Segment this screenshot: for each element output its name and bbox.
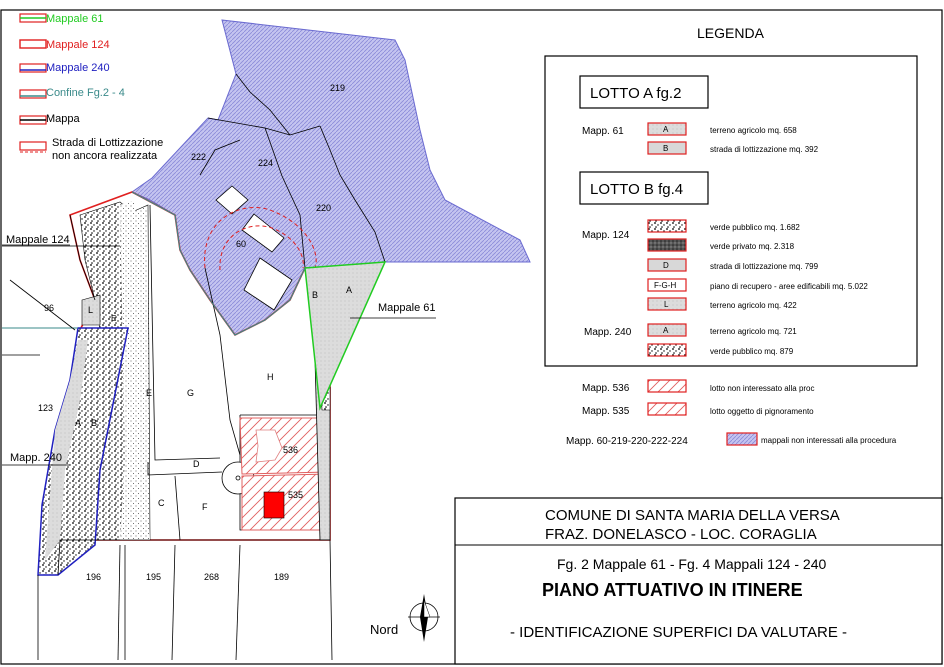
mapp-124-label: Mapp. 124 (582, 230, 630, 241)
legend-mappale-124: Mappale 124 (46, 39, 110, 51)
mappale-61-area (305, 262, 385, 408)
swatch-verde-pubblico (648, 220, 686, 232)
area-d-label: D (193, 459, 200, 469)
svg-text:Mapp. 240: Mapp. 240 (10, 452, 62, 464)
swatch-verde-privato (648, 239, 686, 251)
parcel-123-label: 123 (38, 403, 54, 413)
legend-confine: Confine Fg.2 - 4 (46, 87, 125, 99)
lotto-b-item-3: strada di lottizzazione mq. 799 (710, 262, 819, 271)
svg-text:Mappale 61: Mappale 61 (378, 302, 436, 314)
svg-text:Mappale 124: Mappale 124 (6, 234, 70, 246)
parcel-220-label: 220 (316, 203, 332, 213)
svg-text:D: D (663, 261, 669, 270)
parcel-535 (242, 474, 328, 530)
lotto-b-item-4: piano di recupero - aree edificabili mq. 5.022 (710, 282, 868, 291)
parcel-224-label: 224 (258, 158, 274, 168)
mapp-536-label: Mapp. 536 (582, 383, 630, 394)
area-a-right: A (346, 285, 353, 295)
legend-strada-line2: non ancora realizzata (52, 150, 158, 162)
outside-item-3: mappali non interessati alla procedura (761, 436, 897, 445)
svg-text:L: L (664, 300, 669, 309)
legend-mappa: Mappa (46, 113, 80, 125)
svg-text:A: A (663, 125, 669, 134)
mapp-61-label: Mapp. 61 (582, 126, 624, 137)
lotto-b-item-2: verde privato mq. 2.318 (710, 242, 795, 251)
lotto-a-item-2: strada di lottizzazione mq. 392 (710, 145, 819, 154)
outside-item-1: lotto non interessato alla proc (710, 384, 815, 393)
title-text: PIANO ATTUATIVO IN ITINERE (542, 580, 803, 600)
area-h-label: H (267, 372, 274, 382)
lotto-b-title: LOTTO B fg.4 (590, 181, 684, 198)
legend-mappale-240: Mappale 240 (46, 62, 110, 74)
comune-text: COMUNE DI SANTA MARIA DELLA VERSA (545, 507, 840, 524)
area-g-label: G (187, 388, 195, 398)
area-a-left: A (75, 418, 82, 428)
svg-text:B: B (663, 144, 669, 153)
parcel-268-label: 268 (204, 572, 220, 582)
lotto-b-item-5: terreno agricolo mq. 422 (710, 301, 797, 310)
north-label: Nord (370, 622, 399, 637)
mapp-535-label: Mapp. 535 (582, 406, 630, 417)
parcel-189-label: 189 (274, 572, 290, 582)
parcel-222-label: 222 (191, 152, 207, 162)
lotto-a-title: LOTTO A fg.2 (590, 85, 682, 102)
area-b-right: B (312, 290, 319, 300)
legend-mappale-61: Mappale 61 (46, 13, 104, 25)
lotto-b2-item-2: verde pubblico mq. 879 (710, 347, 794, 356)
line-legend (20, 13, 163, 162)
area-b-left: B (91, 418, 98, 428)
mapp-blue-label: Mapp. 60-219-220-222-224 (566, 436, 688, 447)
area-e-label: E (146, 388, 153, 398)
outside-item-2: lotto oggetto di pignoramento (710, 407, 814, 416)
area-l-label: L (88, 305, 94, 315)
mapp-240-label: Mapp. 240 (584, 327, 632, 338)
area-e-small: E (111, 314, 117, 323)
frazione-text: FRAZ. DONELASCO - LOC. CORAGLIA (545, 526, 817, 543)
parcel-196-label: 196 (86, 572, 102, 582)
parcel-219-label: 219 (330, 83, 346, 93)
lotto-b-item-1: verde pubblico mq. 1.682 (710, 223, 800, 232)
lotto-b2-item-1: terreno agricolo mq. 721 (710, 327, 797, 336)
callout-mapp-240 (2, 452, 70, 465)
svg-text:A: A (663, 326, 669, 335)
subtitle-text: - IDENTIFICAZIONE SUPERFICI DA VALUTARE - (510, 624, 847, 641)
swatch-verde-pubblico-240 (648, 344, 686, 356)
fogli-text: Fg. 2 Mappale 61 - Fg. 4 Mappali 124 - 240 (557, 556, 827, 572)
parcel-536-label: 536 (283, 445, 299, 455)
svg-text:F-G-H: F-G-H (654, 281, 677, 290)
area-f-label: F (202, 502, 208, 512)
lotto-a-item-1: terreno agricolo mq. 658 (710, 126, 797, 135)
swatch-535 (648, 403, 686, 415)
swatch-536 (648, 380, 686, 392)
parcel-195-label: 195 (146, 572, 162, 582)
legend-strada-line1: Strada di Lottizzazione (52, 137, 164, 149)
parcel-96-label: 96 (44, 303, 55, 313)
parcel-535-label: 535 (288, 490, 304, 500)
area-c-label: C (158, 498, 165, 508)
building-535 (264, 492, 284, 518)
north-arrow (370, 594, 440, 642)
legenda-title: LEGENDA (697, 25, 764, 41)
parcel-60-label: 60 (236, 239, 247, 249)
swatch-blue (727, 433, 757, 445)
